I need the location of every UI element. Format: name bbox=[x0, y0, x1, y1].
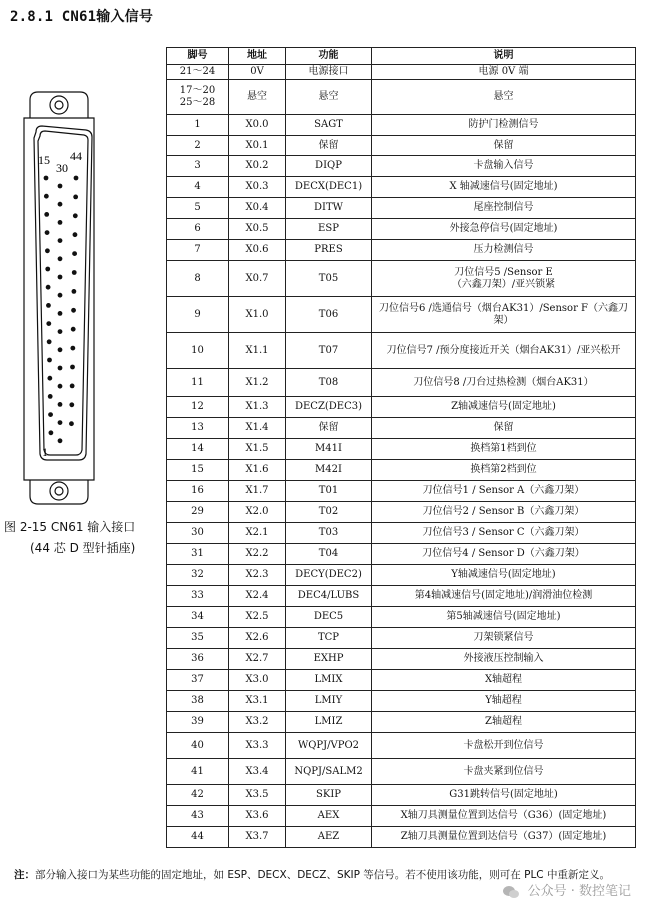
cell-function: 保留 bbox=[286, 136, 372, 156]
connector-pin bbox=[72, 289, 77, 294]
table-row bbox=[167, 759, 636, 785]
table-row bbox=[167, 691, 636, 712]
cell-description: X 轴减速信号(固定地址) bbox=[372, 177, 636, 198]
footnote-text: 部分输入接口为某些功能的固定地址，如 ESP、DECX、DECZ、SKIP 等信号。若不使用该功能，则可在 PLC 中重新定义。 bbox=[35, 869, 610, 881]
cell-function: DIQP bbox=[286, 156, 372, 177]
connector-pin bbox=[45, 248, 50, 253]
connector-pin bbox=[73, 213, 78, 218]
table-header-row bbox=[167, 48, 636, 65]
watermark bbox=[502, 880, 631, 900]
cell-address: 悬空 bbox=[229, 80, 286, 115]
cell-address: X0.0 bbox=[229, 115, 286, 136]
cell-address: X3.5 bbox=[229, 785, 286, 806]
cell-function: PRES bbox=[286, 240, 372, 261]
cell-address: X2.0 bbox=[229, 502, 286, 523]
cell-description: 卡盘松开到位信号 bbox=[372, 733, 636, 759]
pin-array bbox=[44, 176, 79, 444]
cell-description: 刀位信号3 / Sensor C（六鑫刀架） bbox=[372, 523, 636, 544]
watermark-text: 公众号 · 数控笔记 bbox=[527, 884, 631, 899]
cell-function: NQPJ/SALM2 bbox=[286, 759, 372, 785]
table-row bbox=[167, 115, 636, 136]
cell-address: X3.2 bbox=[229, 712, 286, 733]
cell-function: 电源接口 bbox=[286, 65, 372, 80]
pin-label-30: 30 bbox=[56, 161, 68, 175]
cell-description: X轴超程 bbox=[372, 670, 636, 691]
cell-address: X2.2 bbox=[229, 544, 286, 565]
cell-pin: 9 bbox=[167, 297, 229, 333]
cell-function: AEZ bbox=[286, 827, 372, 848]
table-row bbox=[167, 628, 636, 649]
cell-pin: 16 bbox=[167, 481, 229, 502]
table-row bbox=[167, 219, 636, 240]
cell-function: T06 bbox=[286, 297, 372, 333]
cell-description: 第5轴减速信号(固定地址) bbox=[372, 607, 636, 628]
connector-pin bbox=[58, 384, 63, 389]
cell-description: 刀位信号4 / Sensor D（六鑫刀架） bbox=[372, 544, 636, 565]
cell-address: X1.7 bbox=[229, 481, 286, 502]
table-row bbox=[167, 785, 636, 806]
cell-address: X1.4 bbox=[229, 418, 286, 439]
cell-address: X3.0 bbox=[229, 670, 286, 691]
connector-pin bbox=[71, 327, 76, 332]
cell-address: X2.1 bbox=[229, 523, 286, 544]
cell-description: Z轴刀具测量位置到达信号（G37）(固定地址) bbox=[372, 827, 636, 848]
connector-pin bbox=[58, 256, 63, 261]
wechat-icon bbox=[502, 884, 520, 900]
top-screw-hole bbox=[50, 96, 68, 114]
cell-function: T04 bbox=[286, 544, 372, 565]
cell-function: LMIX bbox=[286, 670, 372, 691]
pin-label-15: 15 bbox=[38, 153, 50, 167]
cell-description: 卡盘夹紧到位信号 bbox=[372, 759, 636, 785]
connector-pin bbox=[70, 384, 75, 389]
cell-description: Y轴超程 bbox=[372, 691, 636, 712]
cell-pin: 11 bbox=[167, 369, 229, 397]
cell-description: Z轴超程 bbox=[372, 712, 636, 733]
table-row bbox=[167, 586, 636, 607]
cell-description: 卡盘输入信号 bbox=[372, 156, 636, 177]
cell-pin: 6 bbox=[167, 219, 229, 240]
cell-pin: 1 bbox=[167, 115, 229, 136]
connector-pin bbox=[47, 358, 52, 363]
cell-address: X3.6 bbox=[229, 806, 286, 827]
header-description: 说明 bbox=[372, 48, 636, 65]
cell-address: X2.4 bbox=[229, 586, 286, 607]
cell-address: X0.2 bbox=[229, 156, 286, 177]
cell-function: 悬空 bbox=[286, 80, 372, 115]
cell-function: DECZ(DEC3) bbox=[286, 397, 372, 418]
cell-pin: 14 bbox=[167, 439, 229, 460]
cell-description: 刀架锁紧信号 bbox=[372, 628, 636, 649]
cell-description: 保留 bbox=[372, 418, 636, 439]
cell-address: X2.6 bbox=[229, 628, 286, 649]
table-row bbox=[167, 261, 636, 297]
cell-pin: 13 bbox=[167, 418, 229, 439]
cn61-signal-table bbox=[166, 47, 636, 848]
table-row bbox=[167, 156, 636, 177]
cell-function: 保留 bbox=[286, 418, 372, 439]
footnote-label: 注： bbox=[14, 869, 35, 881]
table-row bbox=[167, 198, 636, 219]
cell-pin: 15 bbox=[167, 460, 229, 481]
connector-pin bbox=[72, 251, 77, 256]
cell-pin: 37 bbox=[167, 670, 229, 691]
cell-pin: 3 bbox=[167, 156, 229, 177]
cell-description: 换档第2档到位 bbox=[372, 460, 636, 481]
cell-address: X0.6 bbox=[229, 240, 286, 261]
connector-pin bbox=[58, 347, 63, 352]
cell-address: X1.6 bbox=[229, 460, 286, 481]
connector-pin bbox=[45, 267, 50, 272]
cell-description: 刀位信号6 /选通信号（烟台AK31）/Sensor F（六鑫刀架） bbox=[372, 297, 636, 333]
cell-pin: 31 bbox=[167, 544, 229, 565]
cell-address: X1.5 bbox=[229, 439, 286, 460]
cell-pin: 29 bbox=[167, 502, 229, 523]
cell-pin: 5 bbox=[167, 198, 229, 219]
connector-pin bbox=[58, 238, 63, 243]
connector-pin bbox=[46, 303, 51, 308]
cell-function: DECY(DEC2) bbox=[286, 565, 372, 586]
cell-description: 压力检测信号 bbox=[372, 240, 636, 261]
table-row bbox=[167, 607, 636, 628]
cell-pin: 8 bbox=[167, 261, 229, 297]
connector-pin bbox=[58, 311, 63, 316]
cell-description: 刀位信号5 /Sensor E （六鑫刀架）/亚兴锁紧 bbox=[372, 261, 636, 297]
header-pin: 脚号 bbox=[167, 48, 229, 65]
cell-pin: 35 bbox=[167, 628, 229, 649]
cell-pin: 4 bbox=[167, 177, 229, 198]
cell-address: X0.7 bbox=[229, 261, 286, 297]
cell-address: X1.0 bbox=[229, 297, 286, 333]
cell-description: 刀位信号8 /刀台过热检测（烟台AK31） bbox=[372, 369, 636, 397]
cell-description: 防护门检测信号 bbox=[372, 115, 636, 136]
table-row bbox=[167, 649, 636, 670]
connector-pin bbox=[58, 220, 63, 225]
connector-pin bbox=[58, 275, 63, 280]
cell-function: M41I bbox=[286, 439, 372, 460]
cell-address: X0.4 bbox=[229, 198, 286, 219]
header-function: 功能 bbox=[286, 48, 372, 65]
table-row bbox=[167, 177, 636, 198]
cell-function: DITW bbox=[286, 198, 372, 219]
table-row bbox=[167, 369, 636, 397]
cell-pin: 33 bbox=[167, 586, 229, 607]
connector-pin bbox=[44, 212, 49, 217]
connector-pin bbox=[58, 202, 63, 207]
table-row bbox=[167, 827, 636, 848]
cell-pin: 10 bbox=[167, 333, 229, 369]
cell-address: X1.2 bbox=[229, 369, 286, 397]
connector-pin bbox=[45, 230, 50, 235]
cell-description: X轴刀具测量位置到达信号（G36）(固定地址) bbox=[372, 806, 636, 827]
header-address: 地址 bbox=[229, 48, 286, 65]
table-row bbox=[167, 481, 636, 502]
cell-description: 尾座控制信号 bbox=[372, 198, 636, 219]
cell-function: LMIY bbox=[286, 691, 372, 712]
pin-label-1: 1 bbox=[42, 445, 48, 459]
connector-pin bbox=[58, 438, 63, 443]
connector-pin bbox=[46, 285, 51, 290]
table-row bbox=[167, 240, 636, 261]
table-row bbox=[167, 733, 636, 759]
cell-description: 刀位信号1 / Sensor A（六鑫刀架） bbox=[372, 481, 636, 502]
cell-pin: 41 bbox=[167, 759, 229, 785]
cell-function: M42I bbox=[286, 460, 372, 481]
cell-pin: 12 bbox=[167, 397, 229, 418]
cell-pin: 21～24 bbox=[167, 65, 229, 80]
cell-pin: 39 bbox=[167, 712, 229, 733]
cell-pin: 2 bbox=[167, 136, 229, 156]
connector-pin bbox=[58, 366, 63, 371]
connector-pin bbox=[73, 195, 78, 200]
table-row bbox=[167, 460, 636, 481]
connector-pin bbox=[58, 329, 63, 334]
cell-address: X0.5 bbox=[229, 219, 286, 240]
cell-address: X3.4 bbox=[229, 759, 286, 785]
table-row bbox=[167, 333, 636, 369]
cell-pin: 40 bbox=[167, 733, 229, 759]
connector-pin bbox=[58, 293, 63, 298]
cell-function: T03 bbox=[286, 523, 372, 544]
cell-description: 换档第1档到位 bbox=[372, 439, 636, 460]
cell-pin: 7 bbox=[167, 240, 229, 261]
table-row bbox=[167, 297, 636, 333]
cell-function: EXHP bbox=[286, 649, 372, 670]
connector-pin bbox=[58, 184, 63, 189]
cell-pin: 44 bbox=[167, 827, 229, 848]
connector-pin bbox=[71, 308, 76, 313]
cell-pin: 36 bbox=[167, 649, 229, 670]
cell-function: WQPJ/VPO2 bbox=[286, 733, 372, 759]
connector-pin bbox=[69, 402, 74, 407]
cell-description: Y轴减速信号(固定地址) bbox=[372, 565, 636, 586]
table-row bbox=[167, 712, 636, 733]
connector-pin bbox=[48, 412, 53, 417]
cell-description: G31跳转信号(固定地址) bbox=[372, 785, 636, 806]
cell-address: X1.1 bbox=[229, 333, 286, 369]
cell-function: ESP bbox=[286, 219, 372, 240]
cell-address: X3.3 bbox=[229, 733, 286, 759]
connector-pin bbox=[46, 321, 51, 326]
connector-pin bbox=[69, 421, 74, 426]
figure-caption: 图 2-15 CN61 输入接口 bbox=[4, 520, 136, 534]
cell-function: T02 bbox=[286, 502, 372, 523]
cell-pin: 38 bbox=[167, 691, 229, 712]
cell-description: 刀位信号2 / Sensor B（六鑫刀架） bbox=[372, 502, 636, 523]
table-row bbox=[167, 418, 636, 439]
cell-description: 第4轴减速信号(固定地址)/润滑油位检测 bbox=[372, 586, 636, 607]
cell-function: TCP bbox=[286, 628, 372, 649]
connector-pin bbox=[44, 194, 49, 199]
table-row bbox=[167, 670, 636, 691]
cell-pin: 42 bbox=[167, 785, 229, 806]
table-row bbox=[167, 502, 636, 523]
table-row bbox=[167, 806, 636, 827]
table-row bbox=[167, 65, 636, 80]
connector-pin bbox=[47, 376, 52, 381]
cell-function: T07 bbox=[286, 333, 372, 369]
cell-pin: 34 bbox=[167, 607, 229, 628]
table-row bbox=[167, 439, 636, 460]
table-row bbox=[167, 136, 636, 156]
cell-description: 外接液压控制输入 bbox=[372, 649, 636, 670]
table-row bbox=[167, 397, 636, 418]
connector-pin bbox=[73, 232, 78, 237]
cell-address: X1.3 bbox=[229, 397, 286, 418]
table-row bbox=[167, 544, 636, 565]
cell-address: X0.3 bbox=[229, 177, 286, 198]
cell-function: T05 bbox=[286, 261, 372, 297]
connector-pin bbox=[70, 346, 75, 351]
cell-pin: 43 bbox=[167, 806, 229, 827]
pin-label-44: 44 bbox=[70, 149, 82, 163]
connector-pin bbox=[58, 402, 63, 407]
connector-pin bbox=[48, 394, 53, 399]
cell-address: 0V bbox=[229, 65, 286, 80]
cell-function: AEX bbox=[286, 806, 372, 827]
cell-description: 保留 bbox=[372, 136, 636, 156]
cell-function: T01 bbox=[286, 481, 372, 502]
cell-address: X3.7 bbox=[229, 827, 286, 848]
cell-function: DEC5 bbox=[286, 607, 372, 628]
cell-address: X2.5 bbox=[229, 607, 286, 628]
cell-function: DEC4/LUBS bbox=[286, 586, 372, 607]
cell-address: X3.1 bbox=[229, 691, 286, 712]
connector-pin bbox=[58, 420, 63, 425]
cell-description: 刀位信号7 /预分度接近开关（烟台AK31）/亚兴松开 bbox=[372, 333, 636, 369]
table-row bbox=[167, 565, 636, 586]
cell-address: X0.1 bbox=[229, 136, 286, 156]
cell-pin: 32 bbox=[167, 565, 229, 586]
db44-connector-figure bbox=[8, 88, 114, 508]
bottom-screw-hole bbox=[50, 482, 68, 500]
connector-pin bbox=[44, 176, 49, 181]
cell-function: SKIP bbox=[286, 785, 372, 806]
table-row bbox=[167, 523, 636, 544]
cell-function: SAGT bbox=[286, 115, 372, 136]
cell-address: X2.3 bbox=[229, 565, 286, 586]
cell-description: Z轴减速信号(固定地址) bbox=[372, 397, 636, 418]
table-row bbox=[167, 80, 636, 115]
cell-description: 电源 0V 端 bbox=[372, 65, 636, 80]
connector-pin bbox=[74, 176, 79, 181]
cell-function: T08 bbox=[286, 369, 372, 397]
figure-subcaption: (44 芯 D 型针插座) bbox=[30, 541, 136, 555]
connector-pin bbox=[72, 270, 77, 275]
connector-pin bbox=[70, 365, 75, 370]
cell-function: LMIZ bbox=[286, 712, 372, 733]
cell-description: 外接急停信号(固定地址) bbox=[372, 219, 636, 240]
cell-pin: 30 bbox=[167, 523, 229, 544]
connector-pin bbox=[49, 430, 54, 435]
section-title: 2.8.1 CN61输入信号 bbox=[10, 9, 154, 25]
cell-pin: 17～20 25～28 bbox=[167, 80, 229, 115]
cell-function: DECX(DEC1) bbox=[286, 177, 372, 198]
cell-address: X2.7 bbox=[229, 649, 286, 670]
connector-pin bbox=[47, 339, 52, 344]
cell-description: 悬空 bbox=[372, 80, 636, 115]
